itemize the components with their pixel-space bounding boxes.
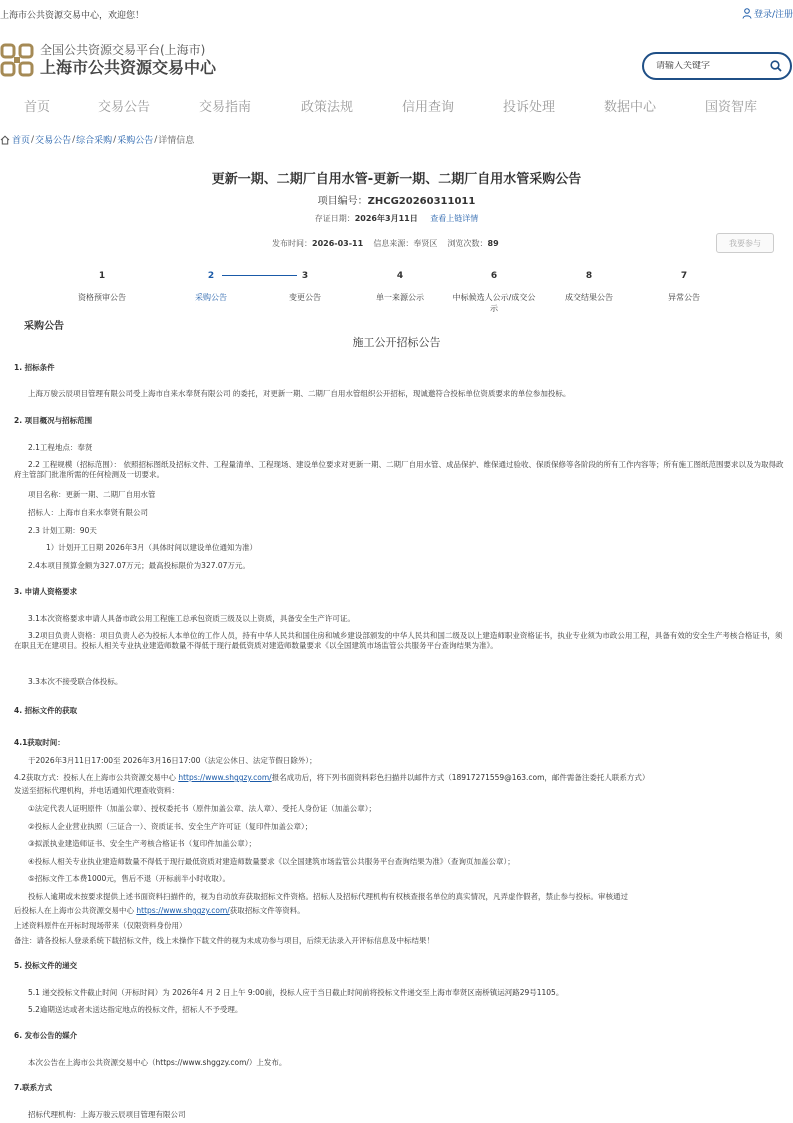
paragraph: 招标代理机构：上海万骏云辰项目管理有限公司 xyxy=(28,1110,186,1119)
brand-subtitle: 全国公共资源交易平台(上海市) xyxy=(40,43,206,57)
breadcrumb-purchase-notice[interactable]: 采购公告 xyxy=(117,136,154,146)
paragraph: 后投标人在上海市公共资源交易中心 https://www.shggzy.com/获取招标文件等资料。 xyxy=(14,906,305,915)
heading-conditions: 1. 招标条件 xyxy=(14,363,55,372)
login-label: 登录/注册 xyxy=(753,10,793,20)
paragraph: ⑤招标文件工本费1000元，售后不退（开标前半小时收取）。 xyxy=(28,874,231,883)
nav-policy[interactable]: 政策法规 xyxy=(301,100,354,115)
step-exception-notice[interactable]: 7 异常公告 xyxy=(668,271,700,302)
paragraph: 5.2逾期送达或者未送达指定地点的投标文件，招标人不予受理。 xyxy=(28,1005,243,1014)
paragraph: 发送至招标代理机构，并电话通知代理查收资料： xyxy=(14,786,179,795)
nav-notices[interactable]: 交易公告 xyxy=(98,100,151,115)
step-change-notice[interactable]: 3 变更公告 xyxy=(289,271,321,302)
project-number-value: ZHCG20260311011 xyxy=(367,196,476,207)
paragraph: 于2026年3月11日17:00至 2026年3月16日17:00（法定公休日、法定节假日除外）； xyxy=(28,756,317,765)
step-single-source[interactable]: 4 单一来源公示 xyxy=(376,271,424,302)
paragraph: ①法定代表人证明原件（加盖公章）、授权委托书（原件加盖公章、法人章）、受托人身份证（加盖公章）； xyxy=(28,804,376,813)
breadcrumb-home[interactable]: 首页 xyxy=(12,136,31,146)
paragraph: 投标人逾期或未按要求提供上述书面资料扫描件的，视为自动放弃获取招标文件资格。招标人及招标代理机构有权核查报名单位的真实情况，凡弄虚作假者，禁止参与投标。审核通过 xyxy=(28,892,628,901)
brand[interactable] xyxy=(0,40,216,80)
nav-guide[interactable]: 交易指南 xyxy=(199,100,252,115)
brand-title: 上海市公共资源交易中心 xyxy=(40,58,217,77)
paragraph: ③拟派执业建造师证书、安全生产考核合格证书（复印件加盖公章）； xyxy=(28,839,256,848)
site-link[interactable]: https://www.shggzy.com/ xyxy=(136,906,230,915)
nav-data[interactable]: 数据中心 xyxy=(604,100,657,115)
paragraph: 2.4本项目预算金额为327.07万元；最高投标限价为327.07万元。 xyxy=(28,561,250,570)
project-number: 项目编号：ZHCG20260311011 xyxy=(317,196,476,207)
paragraph: 4.1获取时间： xyxy=(14,738,65,747)
user-icon xyxy=(742,8,752,19)
join-button[interactable]: 我要参与 xyxy=(716,233,774,253)
process-steps xyxy=(0,270,793,320)
publish-time: 2026-03-11 xyxy=(312,239,364,248)
paragraph: 招标人：上海市自来水奉贤有限公司 xyxy=(28,508,148,517)
heading-contact: 7.联系方式 xyxy=(14,1083,53,1092)
paragraph: 上述资料原件在开标时现场带来（仅限资料身份用） xyxy=(14,921,187,930)
site-link[interactable]: https://www.shggzy.com/ xyxy=(178,773,272,782)
search-box xyxy=(642,52,792,80)
paragraph: 上海万骏云辰项目管理有限公司受上海市自来水奉贤有限公司 的委托，对更新一期、二期厂自用水管组织公开招标，现诚邀符合投标单位资质要求的单位参加投标。 xyxy=(28,389,571,398)
chain-detail-link[interactable]: 查看上链详情 xyxy=(430,214,479,223)
info-source: 奉贤区 xyxy=(413,239,438,248)
heading-obtain-documents: 4. 招标文件的获取 xyxy=(14,706,78,715)
view-count: 89 xyxy=(487,239,499,248)
logo-icon xyxy=(0,43,34,77)
search-input[interactable] xyxy=(656,61,771,71)
paragraph: 1）计划开工日期 2026年3月（具体时间以建设单位通知为准） xyxy=(46,543,258,552)
breadcrumb-notices[interactable]: 交易公告 xyxy=(35,136,72,146)
welcome-text: 上海市公共资源交易中心，欢迎您！ xyxy=(0,11,145,21)
paragraph: 2.1工程地点：奉贤 xyxy=(28,443,93,452)
nav-think-tank[interactable]: 国资智库 xyxy=(705,100,758,115)
main-nav xyxy=(0,96,793,120)
paragraph: ②投标人企业营业执照（三证合一）、资质证书、安全生产许可证（复印件加盖公章）； xyxy=(28,822,313,831)
paragraph: 2.3 计划工期：90天 xyxy=(28,526,97,535)
paragraph: ④投标人相关专业执业建造师数量不得低于现行最低资质对建造师数量要求《以全国建筑市场监管公共服务平台查询结果为准》（查询页加盖公章）； xyxy=(28,857,515,866)
login-link[interactable] xyxy=(742,7,793,20)
step-candidate-publicity[interactable]: 6 中标候选人公示/成交公示 xyxy=(452,271,536,313)
nav-credit[interactable]: 信用查询 xyxy=(402,100,455,115)
heading-qualification: 3. 申请人资格要求 xyxy=(14,587,78,596)
paragraph: 项目名称：更新一期、二期厂自用水管 xyxy=(28,490,156,499)
paragraph: 3.1本次资格要求申请人具备市政公用工程施工总承包资质三级及以上资质，具备安全生产许可证。 xyxy=(28,614,355,623)
section-title: 采购公告 xyxy=(24,321,64,332)
nav-home[interactable]: 首页 xyxy=(24,100,51,115)
top-bar xyxy=(0,0,793,28)
paragraph: 4.2获取方式：投标人在上海市公共资源交易中心 https://www.shggzy.com/报名成功后，将下列书面资料彩色扫描并以邮件方式（18917271559@163.com，邮件需备注委托人联系方式） xyxy=(14,773,650,782)
paragraph: 3.2项目负责人资格：项目负责人必为投标人本单位的工作人员，持有中华人民共和国住房和城乡建设部颁发的中华人民共和国二级及以上建造师职业资格证书，执业专业须为市政公用工程，具备有效的安全生产考核合格证书，须在职且无在建项目。投标人相关专业执业建造师数量不得低于现行最低资质对建造师数量要求《以全国建筑市场监管公共服务平台查询结果为准》。 xyxy=(14,631,783,650)
breadcrumb: 首页 / 交易公告 / 综合采购 / 采购公告 / 详情信息 xyxy=(0,133,194,146)
paragraph: 3.3本次不接受联合体投标。 xyxy=(28,677,123,686)
step-purchase-notice[interactable]: 2 采购公告 xyxy=(195,271,227,302)
breadcrumb-procurement[interactable]: 综合采购 xyxy=(76,136,113,146)
heading-media: 6. 发布公告的媒介 xyxy=(14,1031,78,1040)
step-result-notice[interactable]: 8 成交结果公告 xyxy=(565,271,613,302)
heading-overview: 2. 项目概况与招标范围 xyxy=(14,416,93,425)
document-title: 施工公开招标公告 xyxy=(352,336,441,349)
step-prequalification[interactable]: 1 资格预审公告 xyxy=(78,271,126,302)
paragraph: 本次公告在上海市公共资源交易中心（https://www.shggzy.com/）上发布。 xyxy=(28,1058,287,1067)
breadcrumb-current: 详情信息 xyxy=(158,136,195,146)
record-date: 2026年3月11日 xyxy=(354,214,418,223)
search-icon[interactable] xyxy=(770,60,782,72)
notice-meta: 发布时间：2026-03-11 信息来源：奉贤区 浏览次数：89 xyxy=(272,239,499,248)
record-info: 存证日期：2026年3月11日 查看上链详情 xyxy=(314,214,479,223)
home-icon xyxy=(0,135,10,145)
paragraph: 5.1 递交投标文件截止时间（开标时间）为 2026年4 月 2 日上午 9:00前，投标人应于当日截止时间前将投标文件递交至上海市奉贤区南桥镇运河路29号1105。 xyxy=(28,988,564,997)
paragraph: 备注：请各投标人登录系统下载招标文件，线上未操作下载文件的视为未成功参与项目，后续无法录入开评标信息及中标结果！ xyxy=(14,936,434,945)
paragraph: 2.2 工程规模（招标范围）： 依照招标图纸及招标文件、工程量清单、工程现场、建设单位要求对更新一期、二期厂自用水管、成品保护、维保通过验收、保质保修等各阶段的所有工作内容等；所有施工图纸范围要求以及为取得政府主管部门批准所需的任何检测及一切要求。 xyxy=(14,460,784,479)
notice-title: 更新一期、二期厂自用水管-更新一期、二期厂自用水管采购公告 xyxy=(211,172,582,187)
heading-submission: 5. 投标文件的递交 xyxy=(14,961,78,970)
nav-complaint[interactable]: 投诉处理 xyxy=(503,100,556,115)
